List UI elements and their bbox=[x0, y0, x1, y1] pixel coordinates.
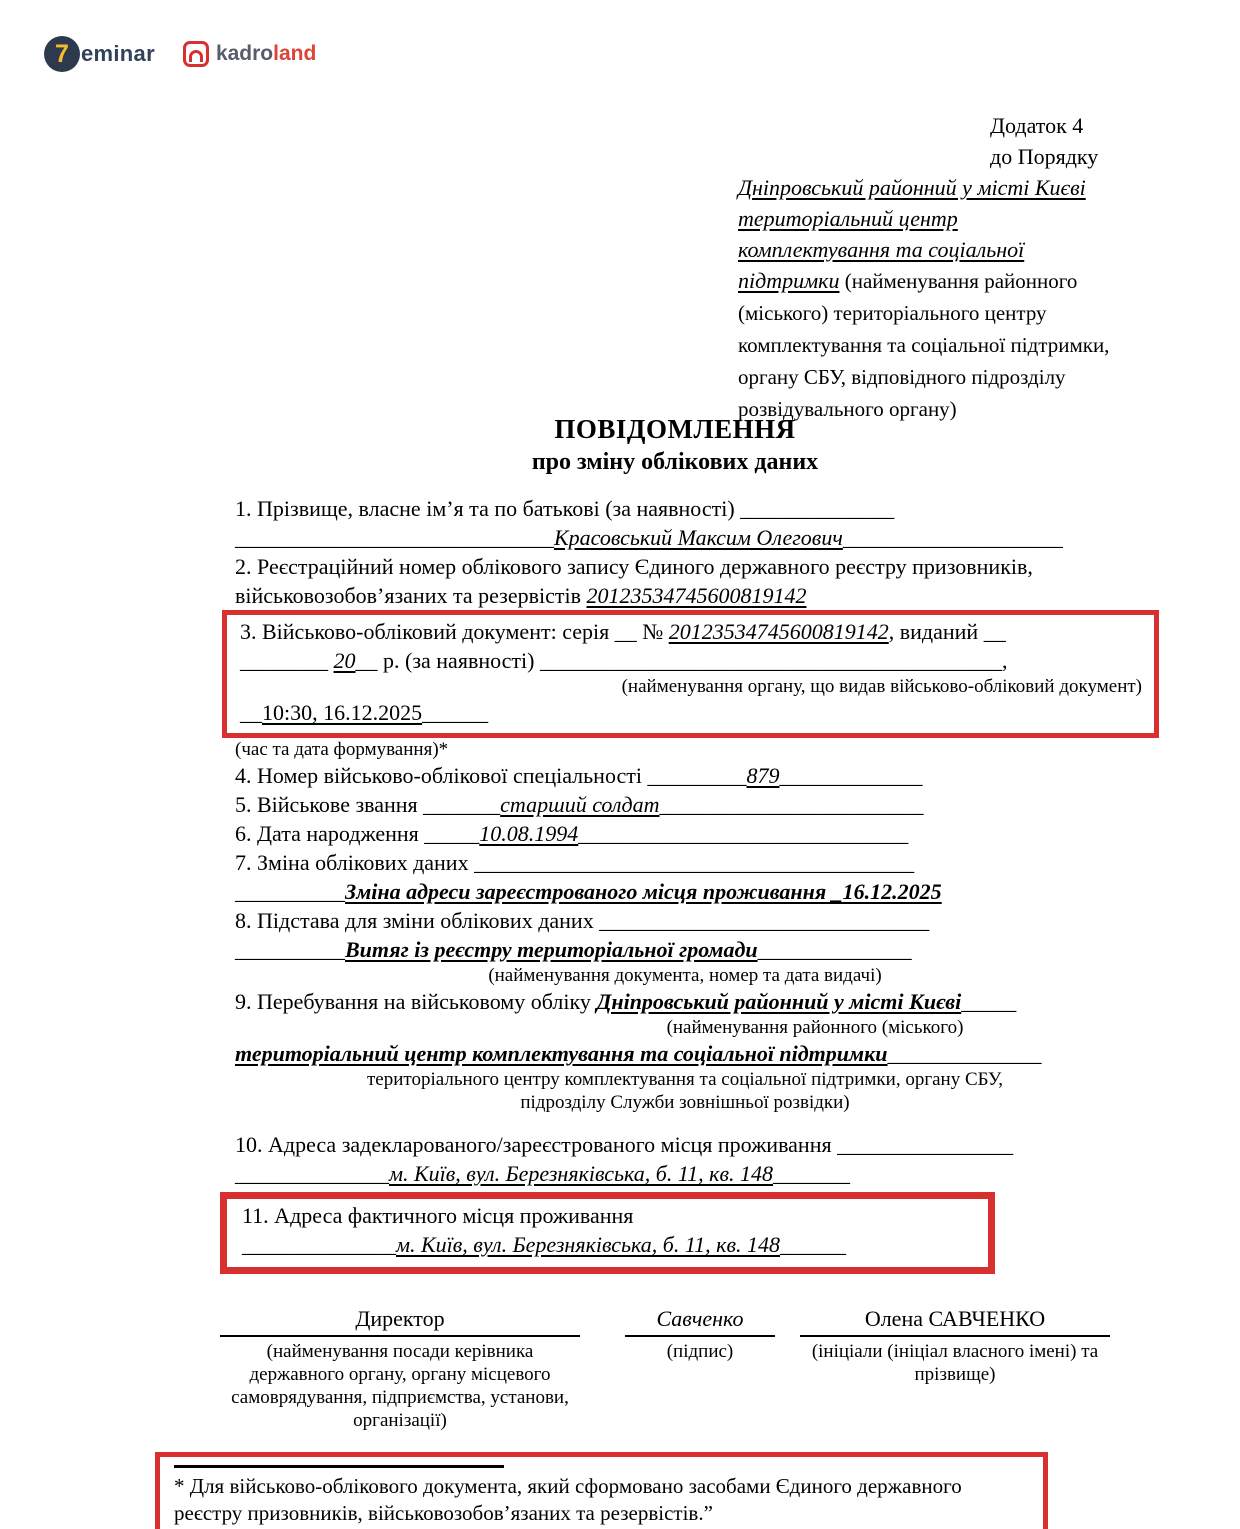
highlight-box-field-3 bbox=[222, 610, 1159, 738]
annex-block bbox=[738, 110, 1140, 425]
form-body bbox=[231, 494, 1142, 1432]
highlight-box-field-11 bbox=[220, 1192, 995, 1274]
footnote-separator bbox=[174, 1465, 504, 1468]
seminar-logo-text: eminar bbox=[81, 41, 155, 66]
signature-position-caption: (найменування посади керівника державного органу, органу місцевого самоврядування, підприємства, установи, організації) bbox=[231, 1341, 569, 1431]
field-3-line-1: 3. Військово-обліковий документ: серія __ № 20123534745600819142, виданий __ bbox=[240, 619, 1006, 644]
paperclip-icon bbox=[183, 41, 209, 67]
seminar-logo-digit: 7 bbox=[55, 39, 69, 68]
signature-block bbox=[220, 1304, 1135, 1432]
field-9-value-1: Дніпровський районний у місті Києві bbox=[596, 989, 962, 1014]
signature-sign-caption: (підпис) bbox=[666, 1341, 734, 1362]
field-8-value-line: __________Витяг із реєстру територіальної громади______________ bbox=[235, 937, 912, 962]
field-3-below-caption: (час та дата формування)* bbox=[235, 739, 449, 760]
field-8-value: Витяг із реєстру територіальної громади bbox=[345, 937, 758, 962]
field-10-label: 10. Адреса задекларованого/зареєстрованого місця проживання ________________ bbox=[235, 1132, 1014, 1157]
kadroland-logo-text-red: land bbox=[273, 42, 317, 65]
field-5-line: 5. Військове звання _______старший солдат________________________ bbox=[235, 792, 924, 817]
field-6-value: 10.08.1994 bbox=[479, 821, 579, 846]
field-1-value-line: _____________________________Красовський Максим Олегович____________________ bbox=[235, 525, 1063, 550]
field-9-caption-3: підрозділу Служби зовнішньої розвідки) bbox=[520, 1092, 850, 1113]
field-3-year: 20 bbox=[333, 648, 356, 673]
field-5-value: старший солдат bbox=[500, 792, 660, 817]
org-caption: (найменування районного (міського) територіального центру комплектування та соціальної підтримки, органу СБУ, відповідного підрозділу розвідувального органу) bbox=[738, 269, 1110, 421]
field-11-value: м. Київ, вул. Березняківська, б. 11, кв. 148 bbox=[396, 1232, 781, 1257]
signature-name-column bbox=[800, 1304, 1110, 1432]
field-4-value: 879 bbox=[746, 763, 780, 788]
highlight-box-footnote bbox=[155, 1452, 1048, 1529]
field-7-label: 7. Зміна облікових даних ________________________________________ bbox=[235, 850, 915, 875]
field-2-value: 20123534745600819142 bbox=[586, 583, 807, 608]
signature-position-column bbox=[220, 1304, 580, 1432]
field-8-caption: (найменування документа, номер та дата видачі) bbox=[488, 965, 882, 986]
field-9-caption-2: територіального центру комплектування та соціальної підтримки, органу СБУ, bbox=[367, 1069, 1003, 1090]
signature-sign-column bbox=[625, 1304, 775, 1432]
field-7-value: Зміна адреси зареєстрованого місця проживання _16.12.2025 bbox=[345, 879, 942, 904]
field-1-blank: ______________ bbox=[740, 496, 895, 521]
field-4-line: 4. Номер військово-облікової спеціальності _________879_____________ bbox=[235, 763, 923, 788]
field-3-datetime-value: 10:30, 16.12.2025 bbox=[262, 700, 423, 725]
field-11-label: 11. Адреса фактичного місця проживання bbox=[242, 1203, 634, 1228]
seminar-logo-icon bbox=[44, 36, 80, 72]
field-9-value-2: територіальний центр комплектування та соціальної підтримки bbox=[235, 1041, 888, 1066]
field-3-datetime-line: __10:30, 16.12.2025______ bbox=[240, 700, 489, 725]
signature-name: Олена САВЧЕНКО bbox=[800, 1304, 1110, 1337]
signature-name-caption: (ініціали (ініціал власного імені) та прізвище) bbox=[811, 1341, 1099, 1385]
field-3-document-number: 20123534745600819142 bbox=[668, 619, 889, 644]
field-1-label: 1. Прізвище, власне ім’я та по батькові (за наявності) ______________ bbox=[235, 496, 895, 521]
field-7-value-line: __________Зміна адреси зареєстрованого місця проживання _16.12.2025 bbox=[235, 879, 942, 904]
signature-sign: Савченко bbox=[625, 1304, 775, 1337]
field-11-value-line: ______________м. Київ, вул. Березняківська, б. 11, кв. 148______ bbox=[242, 1232, 847, 1257]
logo-bar bbox=[44, 36, 316, 72]
field-2-value-line: військовозобов’язаних та резервістів 20123534745600819142 bbox=[235, 583, 807, 608]
field-10-value: м. Київ, вул. Березняківська, б. 11, кв. 148 bbox=[389, 1161, 774, 1186]
org-name-caption-wrap bbox=[738, 265, 1140, 425]
org-name-line-1: Дніпровський районний у місті Києві bbox=[738, 175, 1086, 200]
field-2-label: 2. Реєстраційний номер облікового запису Єдиного державного реєстру призовників, bbox=[235, 554, 1033, 579]
footnote-text: * Для військово-облікового документа, який сформовано засобами Єдиного державного реєстру призовників, військовозобов’язаних та резервістів.” bbox=[174, 1474, 962, 1525]
org-name-line-3: комплектування та соціальної bbox=[738, 237, 1025, 262]
field-3-line-2: ________ 20__ р. (за наявності) __________________________________________, bbox=[240, 648, 1008, 673]
field-9-caption-1: (найменування районного (міського) bbox=[666, 1017, 964, 1038]
field-10-value-line: ______________м. Київ, вул. Березняківська, б. 11, кв. 148_______ bbox=[235, 1161, 851, 1186]
field-1-value: Красовський Максим Олегович bbox=[554, 525, 843, 550]
field-3-caption: (найменування органу, що видав військово-обліковий документ) bbox=[621, 676, 1142, 697]
field-6-line: 6. Дата народження _____10.08.1994______________________________ bbox=[235, 821, 909, 846]
org-name-line-4: підтримки bbox=[738, 268, 840, 293]
kadroland-logo-text-dark: kadro bbox=[215, 42, 274, 65]
kadroland-logo bbox=[183, 41, 316, 67]
document-title bbox=[235, 414, 1115, 476]
field-9-line-1: 9. Перебування на військовому обліку Дніпровський районний у місті Києві_____ bbox=[235, 989, 1017, 1014]
field-9-line-2: територіальний центр комплектування та соціальної підтримки______________ bbox=[235, 1041, 1042, 1066]
title-subtitle: про зміну облікових даних bbox=[531, 449, 819, 475]
seminar-logo bbox=[44, 36, 155, 72]
annex-number: Додаток 4 bbox=[990, 113, 1084, 138]
field-8-label: 8. Підстава для зміни облікових даних ______________________________ bbox=[235, 908, 930, 933]
org-name-line-2: територіальний центр bbox=[738, 206, 958, 231]
signature-position: Директор bbox=[220, 1304, 580, 1337]
title-main: ПОВІДОМЛЕННЯ bbox=[554, 414, 796, 444]
annex-order: до Порядку bbox=[990, 144, 1099, 169]
